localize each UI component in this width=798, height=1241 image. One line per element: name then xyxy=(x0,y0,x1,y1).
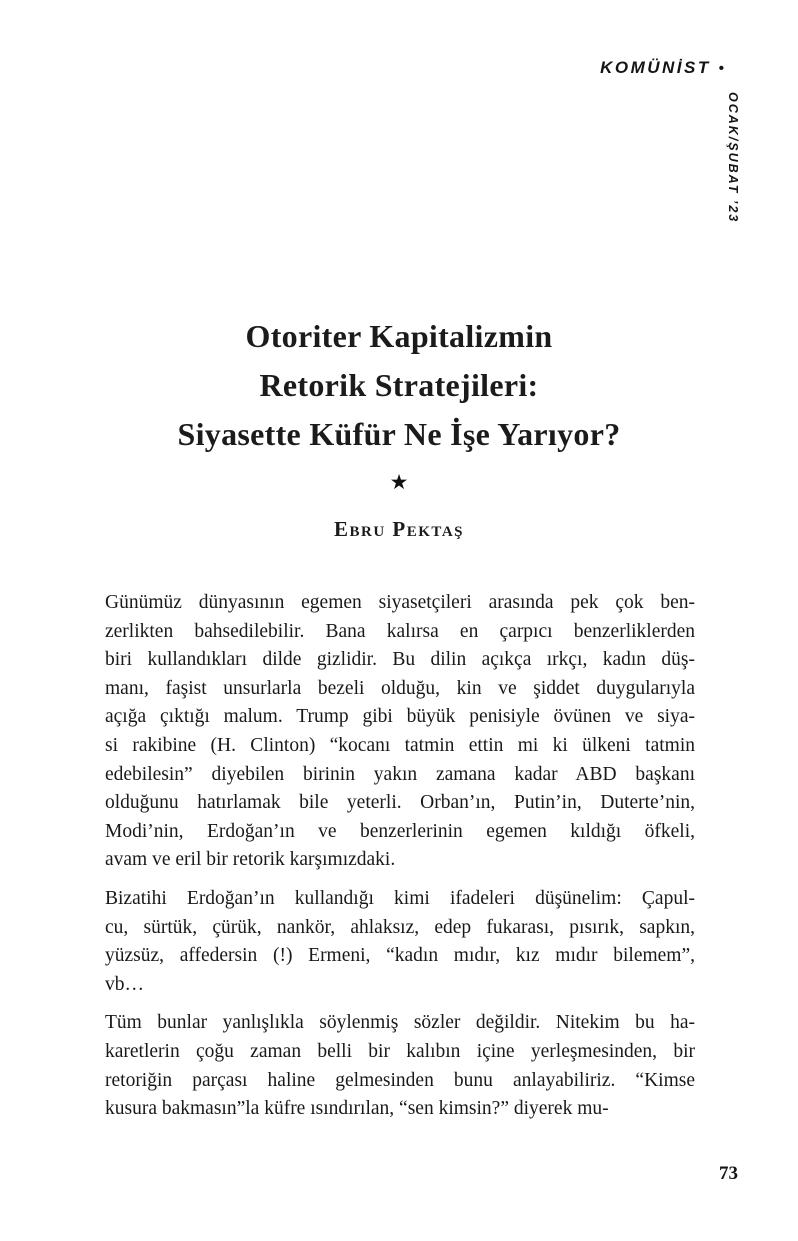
page-number: 73 xyxy=(719,1163,738,1184)
body-line: zerlikten bahsedilebilir. Bana kalırsa en çarpıcı benzerliklerden xyxy=(105,620,695,642)
paragraph xyxy=(105,885,695,999)
paragraph xyxy=(105,1009,695,1123)
body-line: Tüm bunlar yanlışlıkla söylenmiş sözler değildir. Nitekim bu ha- xyxy=(105,1012,695,1034)
body-line: manı, faşist unsurlarla bezeli olduğu, kin ve şiddet duygularıyla xyxy=(105,677,695,699)
article-header xyxy=(0,312,798,542)
body-line: biri kullandıkları dilde gizlidir. Bu dilin açıkça ırkçı, kadın düş- xyxy=(105,649,695,671)
body-line: kusura bakmasın”la küfre ısındırılan, “sen kimsin?” diyerek mu- xyxy=(105,1098,609,1120)
star-icon: ★ xyxy=(389,470,409,494)
masthead xyxy=(600,58,724,78)
article-body xyxy=(105,589,695,1134)
body-line: yüzsüz, affedersin (!) Ermeni, “kadın mıdır, kız mıdır bilemem”, xyxy=(105,945,695,967)
body-line: karetlerin çoğu zaman belli bir kalıbın içine yerleşmesinden, bir xyxy=(105,1040,695,1062)
body-line: retoriğin parçası haline gelmesinden bunu anlayabiliriz. “Kimse xyxy=(105,1069,695,1091)
body-line: olduğunu hatırlamak bile yeterli. Orban’ın, Putin’in, Duterte’nin, xyxy=(105,792,695,814)
author-name: Ebru Pektaş xyxy=(334,517,464,541)
journal-title: KOMÜNİST xyxy=(600,58,711,77)
issue-date-vertical: OCAK/ŞUBAT ’23 xyxy=(726,92,740,224)
body-line: açığa çıktığı malum. Trump gibi büyük penisiyle övünen ve siya- xyxy=(105,706,695,728)
body-line: edebilesin” diyebilen birinin yakın zamana kadar ABD başkanı xyxy=(105,763,695,785)
body-line: cu, sürtük, çürük, nankör, ahlaksız, edep fukarası, pısırık, sapkın, xyxy=(105,916,695,938)
body-line: Günümüz dünyasının egemen siyasetçileri arasında pek çok ben- xyxy=(105,592,695,613)
masthead-bullet-icon: • xyxy=(718,60,724,77)
body-line: si rakibine (H. Clinton) “kocanı tatmin ettin mi ki ülkeni tatmin xyxy=(105,734,695,756)
paragraph xyxy=(105,589,695,875)
article-title-line-2: Retorik Stratejileri: xyxy=(259,367,539,403)
body-line: Modi’nin, Erdoğan’ın ve benzerlerinin egemen kıldığı öfkeli, xyxy=(105,820,695,842)
article-title-line-1: Otoriter Kapitalizmin xyxy=(245,318,553,354)
body-line: vb… xyxy=(105,973,144,995)
article-title-line-3: Siyasette Küfür Ne İşe Yarıyor? xyxy=(177,416,621,452)
body-line: avam ve eril bir retorik karşımızdaki. xyxy=(105,849,396,871)
body-line: Bizatihi Erdoğan’ın kullandığı kimi ifadeleri düşünelim: Çapul- xyxy=(105,887,695,909)
